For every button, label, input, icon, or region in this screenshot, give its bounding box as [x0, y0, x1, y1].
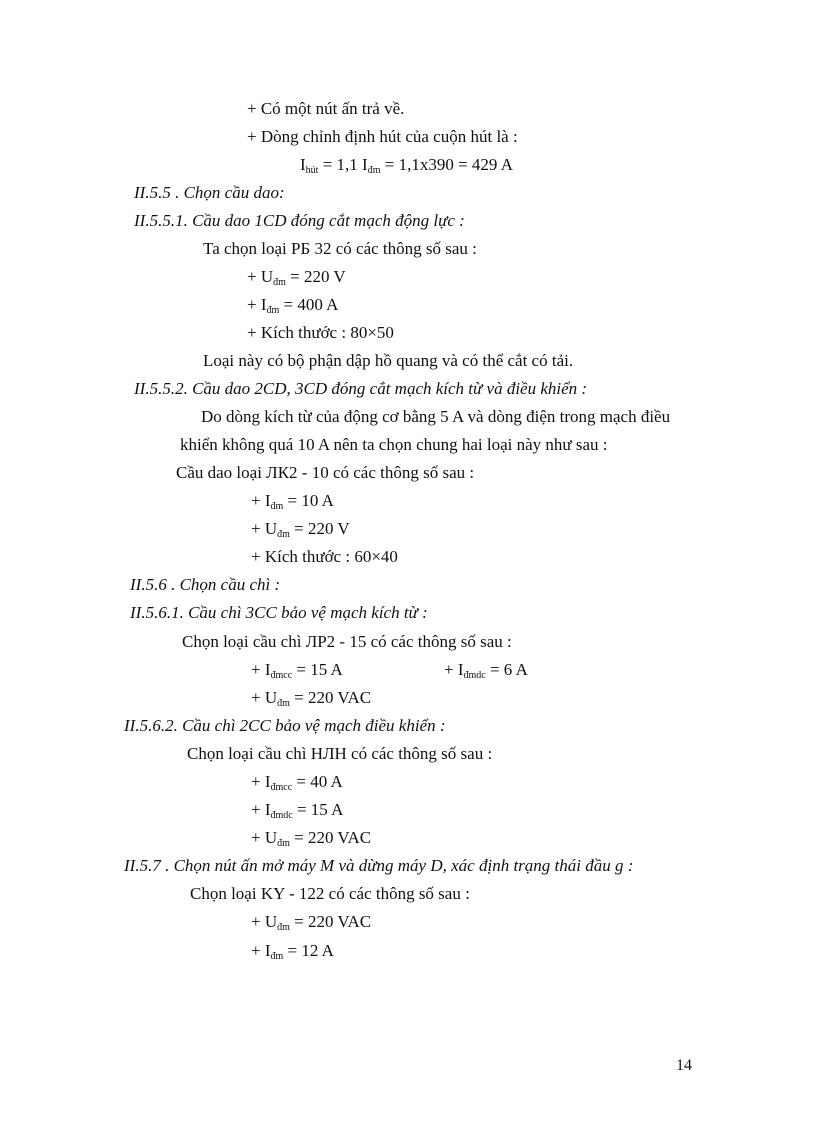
- subscript: đm: [277, 698, 290, 709]
- spec-label: + U: [251, 519, 278, 538]
- spec-size: + Kích thước : 60×40: [251, 547, 398, 566]
- spec-wire-current: [251, 799, 343, 821]
- spec-value: = 15 A: [292, 660, 343, 679]
- spec-current: [251, 490, 334, 512]
- spec-label: + U: [251, 912, 278, 931]
- spec-voltage: [251, 911, 371, 933]
- subscript: đm: [277, 922, 290, 933]
- subscript: đm: [273, 277, 286, 288]
- page-number: 14: [676, 1057, 692, 1074]
- section-heading: II.5.6 . Chọn cầu chì :: [130, 575, 281, 594]
- subscript: đm: [367, 165, 381, 176]
- subsection-heading: II.5.6.2. Cầu chì 2CC bảo vệ mạch điều khiển :: [124, 716, 446, 735]
- spec-fuse-current: [251, 659, 343, 681]
- spec-fuse-current: [251, 771, 343, 793]
- paragraph: Loại này có bộ phận dập hồ quang và có thể cắt có tải.: [203, 351, 574, 370]
- subscript: đm: [270, 951, 284, 962]
- section-heading: II.5.7 . Chọn nút ấn mở máy M và dừng máy D, xác định trạng thái đầu g :: [124, 856, 634, 875]
- paragraph: Chọn loại KY - 122 có các thông số sau :: [190, 884, 470, 903]
- paragraph: Chọn loại cầu chì HЛH có các thông số sau :: [187, 744, 493, 763]
- spec-voltage: [251, 687, 371, 709]
- paragraph: Chọn loại cầu chì ЛР2 - 15 có các thông số sau :: [182, 632, 512, 651]
- spec-label: + U: [251, 828, 278, 847]
- formula-part: = 1,1 I: [318, 155, 368, 174]
- spec-label: + I: [251, 660, 271, 679]
- subscript: đm: [270, 501, 284, 512]
- spec-voltage: [247, 266, 346, 288]
- formula-part: I: [300, 155, 306, 174]
- text-line: + Có một nút ấn trả về.: [247, 99, 405, 118]
- spec-label: + I: [251, 941, 271, 960]
- spec-value: = 220 V: [289, 519, 350, 538]
- subscript: đmdc: [463, 670, 486, 681]
- subscript: đmcc: [270, 670, 293, 681]
- spec-value: = 400 A: [279, 295, 339, 314]
- spec-label: + U: [251, 688, 278, 707]
- spec-value: = 220 VAC: [289, 912, 372, 931]
- spec-current: [251, 940, 334, 962]
- spec-label: + I: [444, 660, 464, 679]
- spec-label: + I: [251, 772, 271, 791]
- spec-label: + U: [247, 267, 274, 286]
- paragraph: khiển không quá 10 A nên ta chọn chung hai loại này như sau :: [180, 435, 608, 454]
- spec-value: = 220 V: [285, 267, 346, 286]
- formula-current: [300, 154, 513, 176]
- spec-label: + I: [247, 295, 267, 314]
- spec-size: + Kích thước : 80×50: [247, 323, 394, 342]
- subsection-heading: II.5.6.1. Cầu chì 3CC bảo vệ mạch kích từ :: [130, 603, 428, 622]
- spec-voltage: [251, 518, 350, 540]
- spec-value: = 220 VAC: [289, 828, 372, 847]
- subscript: đmdc: [270, 810, 293, 821]
- paragraph: Ta chọn loại PБ 32 có các thông số sau :: [203, 239, 477, 258]
- subscript: đm: [277, 529, 290, 540]
- subsection-heading: II.5.5.2. Cầu dao 2CD, 3CD đóng cắt mạch kích từ và điều khiển :: [134, 379, 588, 398]
- text-line: + Dòng chỉnh định hút của cuộn hút là :: [247, 127, 518, 146]
- spec-value: = 15 A: [292, 800, 344, 819]
- spec-label: + I: [251, 491, 271, 510]
- spec-value: = 12 A: [283, 941, 334, 960]
- spec-voltage: [251, 827, 371, 849]
- spec-current: [247, 294, 338, 316]
- subscript: đm: [266, 305, 280, 316]
- section-heading: II.5.5 . Chọn cầu dao:: [134, 183, 285, 202]
- spec-value: = 40 A: [292, 772, 343, 791]
- spec-label: + I: [251, 800, 271, 819]
- subsection-heading: II.5.5.1. Cầu dao 1CD đóng cắt mạch động lực :: [134, 211, 465, 230]
- spec-wire-current: [444, 659, 528, 681]
- spec-value: = 10 A: [283, 491, 334, 510]
- subscript: đmcc: [270, 782, 293, 793]
- spec-value: = 6 A: [485, 660, 528, 679]
- formula-part: = 1,1x390 = 429 A: [380, 155, 513, 174]
- subscript: hút: [305, 165, 319, 176]
- paragraph: Cầu dao loại ЛК2 - 10 có các thông số sau :: [176, 463, 475, 482]
- paragraph: Do dòng kích từ của động cơ bằng 5 A và dòng điện trong mạch điều: [201, 407, 671, 426]
- subscript: đm: [277, 838, 290, 849]
- spec-value: = 220 VAC: [289, 688, 372, 707]
